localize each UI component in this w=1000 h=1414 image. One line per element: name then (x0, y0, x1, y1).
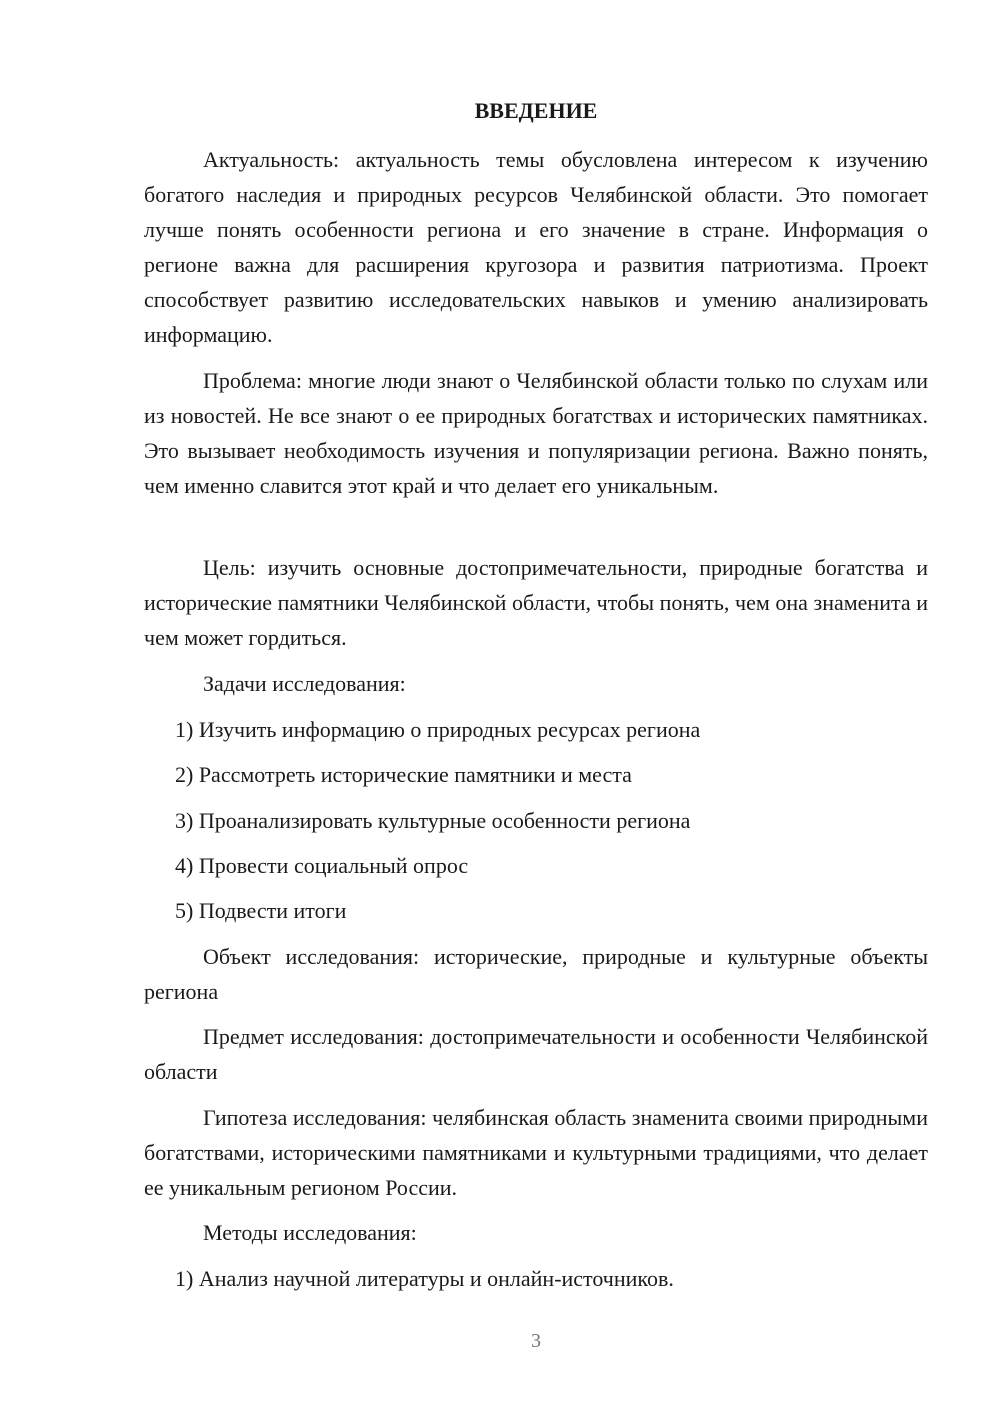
tasks-heading-text: Задачи исследования: (203, 671, 406, 696)
task-item: 3) Проанализировать культурные особенности региона (175, 808, 691, 833)
subject-text: Предмет исследования: достопримечательности и особенности Челябинской области (144, 1024, 928, 1084)
page-number: 3 (531, 1330, 541, 1352)
object-text: Объект исследования: исторические, природные и культурные объекты региона (144, 944, 928, 1004)
object-paragraph (144, 939, 928, 1009)
tasks-heading (144, 666, 928, 701)
methods-heading (144, 1215, 928, 1250)
method-item: 1) Анализ научной литературы и онлайн-источников. (175, 1266, 674, 1291)
section-title: ВВЕДЕНИЕ (474, 98, 598, 123)
hypothesis-paragraph (144, 1100, 928, 1205)
subject-paragraph (144, 1019, 928, 1089)
goal-text: Цель: изучить основные достопримечательности, природные богатства и исторические памятники Челябинской области, чтобы понять, чем она знаменита и чем может гордиться. (144, 555, 928, 650)
relevance-text: Актуальность: актуальность темы обусловлена интересом к изучению богатого наследия и природных ресурсов Челябинской области. Это помогает лучше понять особенности региона и его значение в стране. Информация о регионе важна для расширения кругозора и развития патриотизма. Проект способствует развитию исследовательских навыков и умению анализировать информацию. (144, 147, 928, 347)
problem-text: Проблема: многие люди знают о Челябинской области только по слухам или из новостей. Не все знают о ее природных богатствах и исторических памятниках. Это вызывает необходимость изучения и популяризации региона. Важно понять, чем именно славится этот край и что делает его уникальным. (144, 368, 928, 498)
task-item: 5) Подвести итоги (175, 898, 347, 923)
task-item: 4) Провести социальный опрос (175, 853, 469, 878)
hypothesis-text: Гипотеза исследования: челябинская область знаменита своими природными богатствами, историческими памятниками и культурными традициями, что делает ее уникальным регионом России. (144, 1105, 928, 1200)
relevance-paragraph (144, 142, 928, 352)
goal-paragraph (144, 550, 928, 655)
methods-heading-text: Методы исследования: (203, 1220, 417, 1245)
problem-paragraph (144, 363, 928, 503)
task-item: 1) Изучить информацию о природных ресурсах региона (175, 717, 701, 742)
task-item: 2) Рассмотреть исторические памятники и места (175, 762, 632, 787)
